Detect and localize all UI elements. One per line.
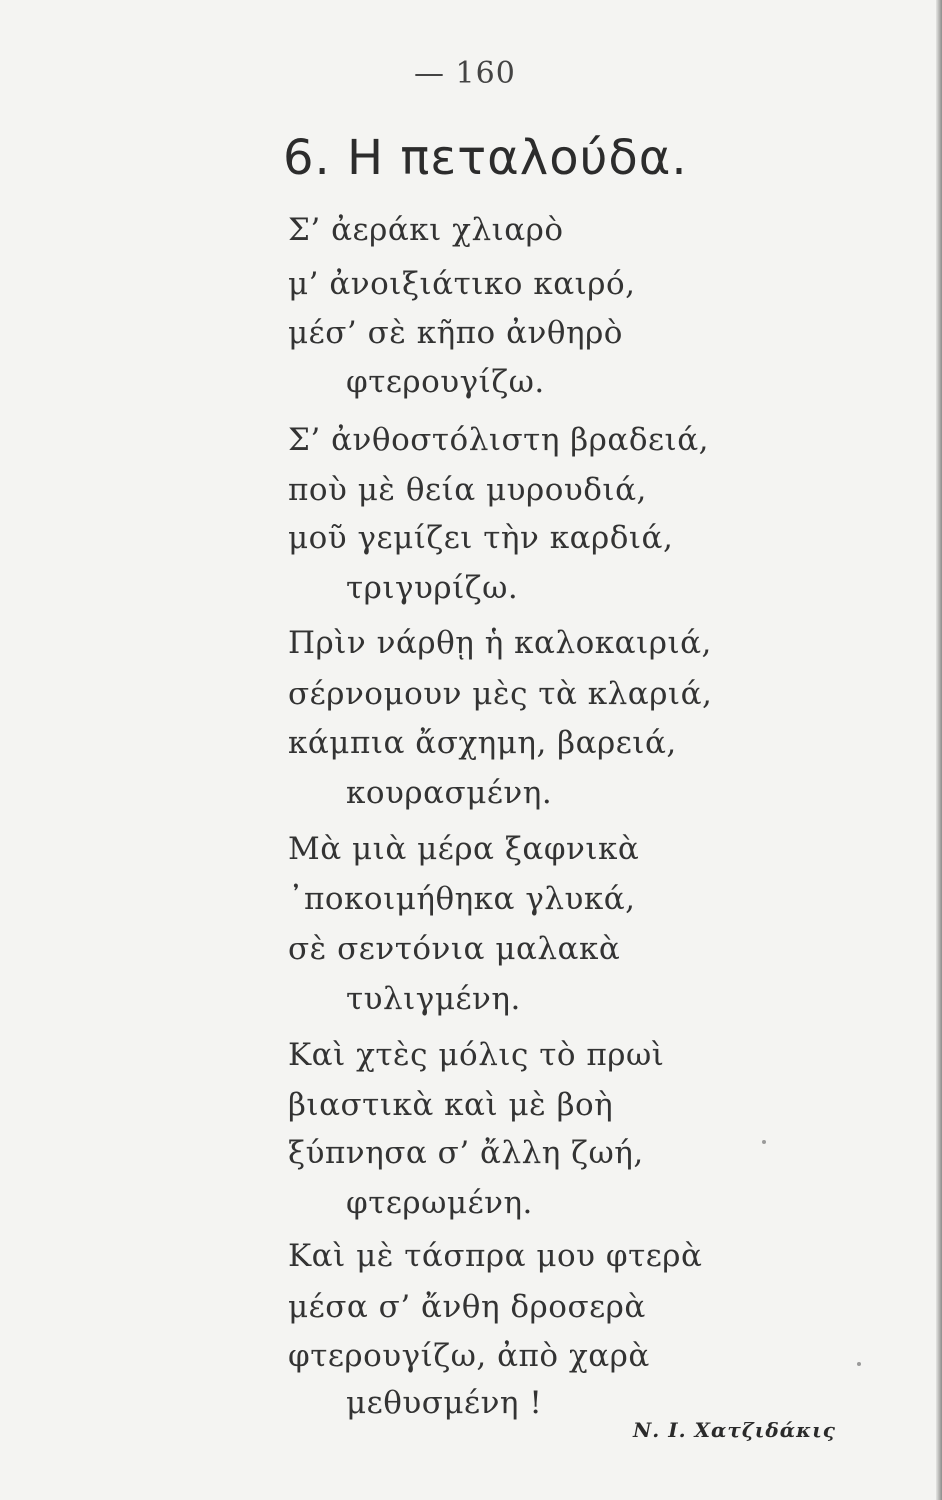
poem-line: Σ’ ἀνθοστόλιστη βραδειά, bbox=[288, 422, 709, 458]
poem-line: τυλιγμένη. bbox=[346, 981, 521, 1017]
poem-line: μέσ’ σὲ κῆπο ἀνθηρὸ bbox=[288, 315, 623, 351]
poem-line: μεθυσμένη ! bbox=[346, 1385, 543, 1421]
poem-line: φτερωμένη. bbox=[346, 1185, 533, 1221]
poem-line: ξύπνησα σ’ ἄλλη ζωή, bbox=[288, 1135, 644, 1171]
poem-line: μοῦ γεμίζει τὴν καρδιά, bbox=[288, 520, 674, 556]
poem-line: τριγυρίζω. bbox=[346, 570, 519, 606]
poem-title: 6. Η πεταλούδα. bbox=[283, 130, 688, 186]
poem-line: σέρνομουν μὲς τὰ κλαριά, bbox=[288, 676, 713, 712]
poem-line: Σ’ ἀεράκι χλιαρὸ bbox=[288, 212, 564, 248]
author-signature: Ν. Ι. Χατζιδάκις bbox=[633, 1418, 836, 1442]
poem-line: σὲ σεντόνια μαλακὰ bbox=[288, 931, 621, 967]
poem-line: μέσα σ’ ἄνθη δροσερὰ bbox=[288, 1289, 646, 1325]
poem-line: Μὰ μιὰ μέρα ξαφνικὰ bbox=[288, 831, 640, 867]
poem-line: Πρὶν νάρθῃ ἡ καλοκαιριά, bbox=[288, 625, 712, 661]
poem-line: φτερουγίζω. bbox=[346, 364, 545, 400]
page-edge-shadow bbox=[936, 0, 942, 1500]
poem-line: κουρασμένη. bbox=[346, 775, 553, 811]
poem-line: Καὶ χτὲς μόλις τὸ πρωὶ bbox=[288, 1037, 665, 1073]
paper-speck bbox=[857, 1362, 861, 1366]
poem-line: μ’ ἀνοιξιάτικο καιρό, bbox=[288, 266, 636, 302]
poem-line: κάμπια ἄσχημη, βαρειά, bbox=[288, 725, 677, 761]
poem-line: βιαστικὰ καὶ μὲ βοὴ bbox=[288, 1087, 614, 1123]
paper-speck bbox=[762, 1140, 766, 1144]
poem-line: ποὺ μὲ θεία μυρουδιά, bbox=[288, 472, 647, 508]
poem-line: φτερουγίζω, ἀπὸ χαρὰ bbox=[288, 1338, 650, 1374]
poem-line: Καὶ μὲ τάσπρα μου φτερὰ bbox=[288, 1238, 703, 1274]
poem-line: ᾿ποκοιμήθηκα γλυκά, bbox=[288, 881, 636, 917]
page-number: — 160 bbox=[414, 56, 516, 91]
